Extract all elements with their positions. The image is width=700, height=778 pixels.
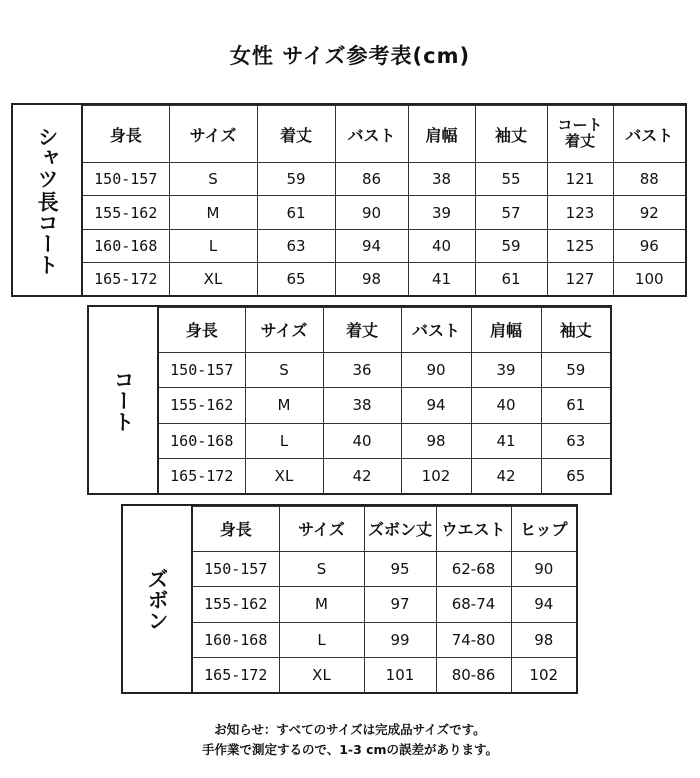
column-header: ウエスト bbox=[436, 507, 511, 552]
table-cell: 160-168 bbox=[83, 229, 169, 262]
table-row bbox=[193, 551, 576, 586]
table-cell: 160-168 bbox=[193, 622, 279, 657]
column-header: ヒップ bbox=[511, 507, 576, 552]
table-row bbox=[159, 388, 610, 423]
coat-size-table bbox=[87, 305, 612, 495]
column-header: ズボン丈 bbox=[364, 507, 436, 552]
table-cell: 127 bbox=[547, 263, 613, 296]
table-cell: 62-68 bbox=[436, 551, 511, 586]
table-cell: 61 bbox=[475, 263, 547, 296]
table-cell: 90 bbox=[511, 551, 576, 586]
coat-label: コート bbox=[89, 307, 159, 493]
table-cell: 101 bbox=[364, 658, 436, 693]
table-cell: XL bbox=[245, 459, 323, 494]
table-cell: 42 bbox=[323, 459, 401, 494]
column-header: バスト bbox=[335, 106, 408, 163]
table-cell: 155-162 bbox=[193, 587, 279, 622]
table-cell: 40 bbox=[471, 388, 541, 423]
column-header: サイズ bbox=[169, 106, 257, 163]
table-cell: 102 bbox=[401, 459, 471, 494]
table-cell: S bbox=[279, 551, 364, 586]
column-header: 身長 bbox=[159, 308, 245, 353]
table-row bbox=[159, 423, 610, 458]
table-cell: 150-157 bbox=[83, 163, 169, 196]
table-cell: 41 bbox=[408, 263, 475, 296]
table-cell: 55 bbox=[475, 163, 547, 196]
table-cell: 40 bbox=[408, 229, 475, 262]
long-coat-label-col2: シャツ bbox=[35, 125, 60, 189]
table-cell: 59 bbox=[541, 352, 610, 387]
table-cell: XL bbox=[279, 658, 364, 693]
long-coat-label-col1: 長コート bbox=[35, 190, 60, 275]
table-cell: XL bbox=[169, 263, 257, 296]
table-cell: 88 bbox=[613, 163, 685, 196]
table-cell: 150-157 bbox=[193, 551, 279, 586]
table-row bbox=[193, 587, 576, 622]
table-cell: 125 bbox=[547, 229, 613, 262]
table-row bbox=[193, 622, 576, 657]
table-cell: 102 bbox=[511, 658, 576, 693]
table-cell: 38 bbox=[323, 388, 401, 423]
table-row bbox=[83, 263, 685, 296]
column-header: サイズ bbox=[279, 507, 364, 552]
table-cell: M bbox=[279, 587, 364, 622]
header-row bbox=[159, 308, 610, 353]
table-cell: 160-168 bbox=[159, 423, 245, 458]
table-cell: 57 bbox=[475, 196, 547, 229]
coat-table bbox=[159, 307, 610, 493]
notice-line-1: お知らせ：すべてのサイズは完成品サイズです。 bbox=[214, 722, 486, 737]
table-cell: 165-172 bbox=[193, 658, 279, 693]
column-header: サイズ bbox=[245, 308, 323, 353]
table-cell: 63 bbox=[541, 423, 610, 458]
header-row bbox=[83, 106, 685, 163]
table-cell: 155-162 bbox=[159, 388, 245, 423]
column-header: コート 着丈 bbox=[547, 106, 613, 163]
table-cell: S bbox=[245, 352, 323, 387]
table-cell: 100 bbox=[613, 263, 685, 296]
long-coat-size-table bbox=[11, 103, 687, 297]
long-coat-table bbox=[83, 105, 685, 295]
notice-line-2: 手作業で測定するので、1-3 cmの誤差があります。 bbox=[201, 742, 499, 757]
table-cell: 41 bbox=[471, 423, 541, 458]
table-row bbox=[193, 658, 576, 693]
pants-label: ズボン bbox=[123, 506, 193, 692]
table-cell: 94 bbox=[401, 388, 471, 423]
table-cell: 98 bbox=[401, 423, 471, 458]
table-cell: 121 bbox=[547, 163, 613, 196]
table-cell: 97 bbox=[364, 587, 436, 622]
table-cell: L bbox=[245, 423, 323, 458]
table-cell: 36 bbox=[323, 352, 401, 387]
column-header: バスト bbox=[401, 308, 471, 353]
table-cell: 65 bbox=[257, 263, 335, 296]
table-cell: 42 bbox=[471, 459, 541, 494]
table-cell: 90 bbox=[401, 352, 471, 387]
table-cell: 80-86 bbox=[436, 658, 511, 693]
table-cell: 59 bbox=[475, 229, 547, 262]
table-cell: 95 bbox=[364, 551, 436, 586]
table-cell: 94 bbox=[511, 587, 576, 622]
long-coat-label bbox=[13, 105, 83, 295]
table-row bbox=[83, 229, 685, 262]
table-cell: 165-172 bbox=[159, 459, 245, 494]
table-cell: 150-157 bbox=[159, 352, 245, 387]
column-header: 肩幅 bbox=[408, 106, 475, 163]
table-cell: 165-172 bbox=[83, 263, 169, 296]
table-cell: 98 bbox=[335, 263, 408, 296]
table-cell: 61 bbox=[541, 388, 610, 423]
table-cell: 94 bbox=[335, 229, 408, 262]
table-cell: S bbox=[169, 163, 257, 196]
table-cell: 155-162 bbox=[83, 196, 169, 229]
column-header: 肩幅 bbox=[471, 308, 541, 353]
column-header: 袖丈 bbox=[475, 106, 547, 163]
table-cell: 59 bbox=[257, 163, 335, 196]
column-header: 身長 bbox=[83, 106, 169, 163]
table-cell: 61 bbox=[257, 196, 335, 229]
notice bbox=[0, 720, 700, 760]
table-cell: 92 bbox=[613, 196, 685, 229]
table-cell: 39 bbox=[471, 352, 541, 387]
table-cell: M bbox=[169, 196, 257, 229]
table-cell: 96 bbox=[613, 229, 685, 262]
table-cell: 63 bbox=[257, 229, 335, 262]
pants-size-table bbox=[121, 504, 578, 694]
column-header: 身長 bbox=[193, 507, 279, 552]
table-cell: 90 bbox=[335, 196, 408, 229]
table-cell: L bbox=[279, 622, 364, 657]
table-cell: 74-80 bbox=[436, 622, 511, 657]
table-cell: 68-74 bbox=[436, 587, 511, 622]
table-row bbox=[83, 163, 685, 196]
column-header: 着丈 bbox=[257, 106, 335, 163]
table-cell: 38 bbox=[408, 163, 475, 196]
table-cell: 99 bbox=[364, 622, 436, 657]
table-row bbox=[159, 352, 610, 387]
column-header: バスト bbox=[613, 106, 685, 163]
table-cell: 39 bbox=[408, 196, 475, 229]
pants-table bbox=[193, 506, 576, 692]
table-cell: 86 bbox=[335, 163, 408, 196]
column-header: 袖丈 bbox=[541, 308, 610, 353]
header-row bbox=[193, 507, 576, 552]
column-header: 着丈 bbox=[323, 308, 401, 353]
table-cell: 123 bbox=[547, 196, 613, 229]
table-row bbox=[83, 196, 685, 229]
page-title: 女性 サイズ参考表(cm) bbox=[229, 44, 471, 68]
table-cell: L bbox=[169, 229, 257, 262]
table-cell: 98 bbox=[511, 622, 576, 657]
table-cell: 40 bbox=[323, 423, 401, 458]
table-cell: M bbox=[245, 388, 323, 423]
table-cell: 65 bbox=[541, 459, 610, 494]
table-row bbox=[159, 459, 610, 494]
